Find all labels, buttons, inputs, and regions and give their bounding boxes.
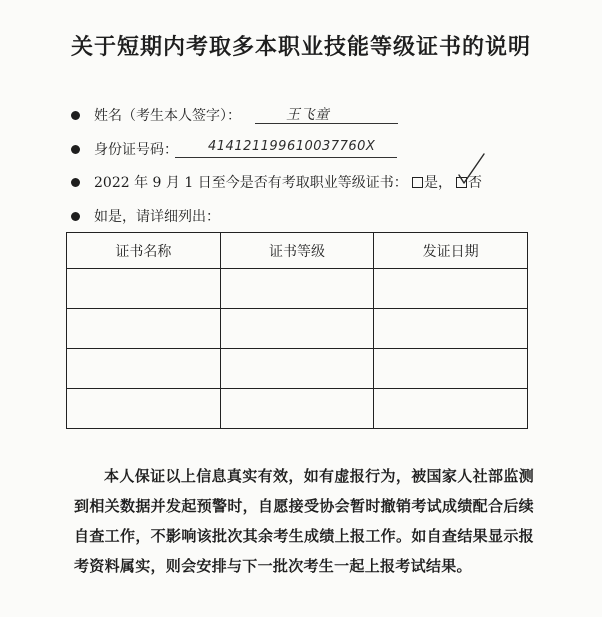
- table-cell[interactable]: [374, 269, 528, 309]
- statement-paragraph: [74, 461, 534, 581]
- bullet-icon: [71, 111, 80, 120]
- table-cell[interactable]: [374, 389, 528, 429]
- id-underline: [175, 157, 397, 158]
- table-row: [67, 349, 528, 389]
- table-cell[interactable]: [374, 309, 528, 349]
- table-cell[interactable]: [220, 309, 374, 349]
- bullet-icon: [71, 212, 80, 221]
- table-cell[interactable]: [67, 309, 221, 349]
- table-row: [67, 309, 528, 349]
- cert-question-label: 2022 年 9 月 1 日至今是否有考取职业等级证书：: [94, 175, 408, 191]
- table-cell[interactable]: [374, 349, 528, 389]
- name-label: 姓名（考生本人签字）：: [94, 108, 241, 124]
- table-row: [67, 269, 528, 309]
- certificate-table: [66, 232, 528, 429]
- header-cert-level: 证书等级: [220, 233, 374, 269]
- option-yes[interactable]: [412, 172, 452, 192]
- table-cell[interactable]: [220, 269, 374, 309]
- table-row: [67, 389, 528, 429]
- header-issue-date: 发证日期: [374, 233, 528, 269]
- checkbox-yes-icon[interactable]: [412, 177, 423, 188]
- bullet-icon: [71, 145, 80, 154]
- table-cell[interactable]: [220, 389, 374, 429]
- table-cell[interactable]: [67, 349, 221, 389]
- bullet-icon: [71, 178, 80, 187]
- header-cert-name: 证书名称: [67, 233, 221, 269]
- table-cell[interactable]: [67, 389, 221, 429]
- option-no-label: 否: [468, 175, 482, 191]
- document-title: 关于短期内考取多本职业技能等级证书的说明: [70, 34, 531, 60]
- checkmark-icon: [454, 152, 494, 188]
- statement-text: 本人保证以上信息真实有效，如有虚报行为，被国家人社部监测到相关数据并发起预警时，自愿接受协会暂时撤销考试成绩配合后续自查工作，不影响该批次其余考生成绩上报工作。如自查结果显示报考资料属实，则会安排与下一批次考生一起上报考试结果。: [74, 467, 534, 575]
- table-cell[interactable]: [220, 349, 374, 389]
- id-number-value[interactable]: 414121199610037760X: [208, 139, 376, 154]
- name-signature[interactable]: 王飞童: [286, 107, 330, 123]
- list-label: 如是，请详细列出：: [94, 209, 220, 225]
- table-cell[interactable]: [67, 269, 221, 309]
- table-header-row: [67, 233, 528, 269]
- id-label: 身份证号码：: [94, 142, 178, 158]
- option-yes-label: 是，: [424, 175, 452, 191]
